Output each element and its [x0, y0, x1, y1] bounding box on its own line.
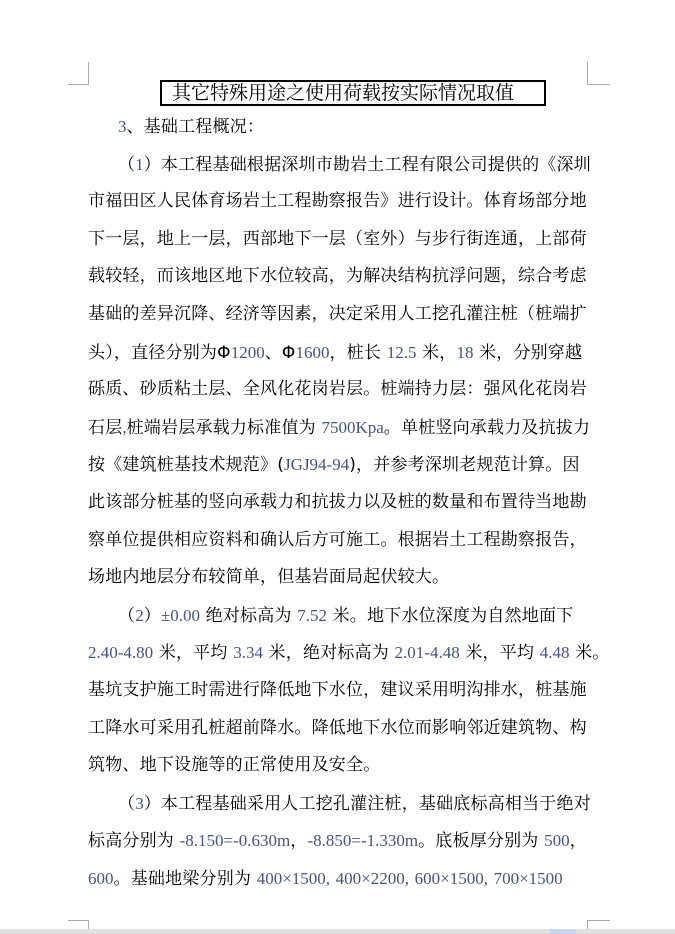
doc-line: （2）±0.00 绝对标高为 7.52 米。地下水位深度为自然地面下 [118, 605, 574, 626]
section-heading: 3、基础工程概况： [118, 117, 265, 137]
scrollbar-thumb[interactable] [550, 929, 576, 934]
doc-line: 按《建筑桩基技术规范》(JGJ94-94)，并参考深圳老规范计算。因 [88, 455, 580, 476]
doc-line: 工降水可采用孔桩超前降水。降低地下水位而影响邻近建筑物、构 [88, 717, 587, 738]
paragraphs [88, 146, 610, 898]
doc-line: 600。基础地梁分别为 400×1500, 400×2200, 600×1500, 700×1500 [88, 868, 563, 889]
doc-line: 察单位提供相应资料和确认后方可施工。根据岩土工程勘察报告， [88, 529, 587, 550]
doc-line: 筑物、地下设施等的正常使用及安全。 [88, 755, 381, 776]
doc-line: 下一层，地上一层，西部地下一层（室外）与步行街连通，上部荷 [88, 228, 587, 249]
doc-line: 市福田区人民体育场岩土工程勘察报告》进行设计。体育场部分地 [88, 191, 587, 212]
doc-line: 载较轻，而该地区地下水位较高，为解决结构抗浮问题，综合考虑 [88, 266, 587, 287]
doc-line: 基坑支护施工时需进行降低地下水位，建议采用明沟排水，桩基施 [88, 679, 587, 700]
horizontal-scrollbar[interactable] [0, 929, 675, 934]
text-boundary-mark-top-right [587, 62, 610, 85]
doc-line: 标高分别为 -8.150=-0.630m，-8.850=-1.330m。底板厚分别为 500， [88, 831, 587, 852]
doc-line: 场地内地层分布较简单，但基岩面局起伏较大。 [88, 567, 450, 588]
boxed-note: 其它特殊用途之使用荷载按实际情况取值 [160, 80, 546, 106]
doc-line: 此该部分桩基的竖向承载力和抗拔力以及桩的数量和布置待当地勘 [88, 491, 587, 512]
document-body [88, 108, 610, 897]
doc-line: 头），直径分别为Φ1200、Φ1600，桩长 12.5 米，18 米，分别穿越 [88, 342, 583, 363]
doc-line: 2.40-4.80 米，平均 3.34 米，绝对标高为 2.01-4.48 米，平均 4.48 米。 [88, 643, 610, 664]
doc-line: 石层,桩端岩层承载力标准值为 7500Kpa。单桩竖向承载力及抗拔力 [88, 417, 591, 438]
text-boundary-mark-top-left [68, 62, 89, 85]
doc-line: 基础的差异沉降、经济等因素，决定采用人工挖孔灌注桩（桩端扩 [88, 303, 587, 324]
doc-line: （1）本工程基础根据深圳市勘岩土工程有限公司提供的《深圳 [118, 154, 591, 175]
doc-line: 砾质、砂质粘土层、全风化花岗岩层。桩端持力层：强风化花岗岩 [88, 379, 587, 400]
doc-line: （3）本工程基础采用人工挖孔灌注桩，基础底标高相当于绝对 [118, 793, 591, 814]
